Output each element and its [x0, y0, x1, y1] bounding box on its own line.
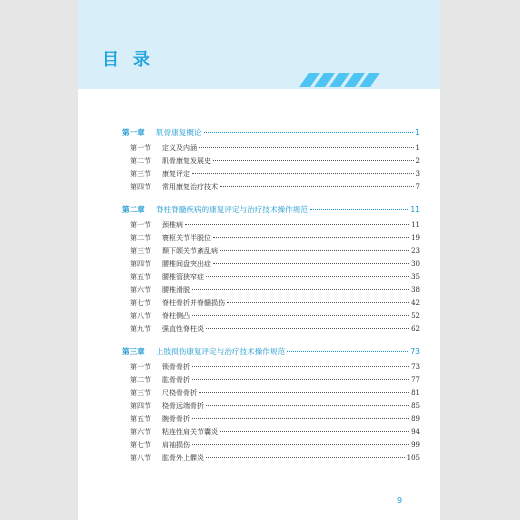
toc-section-row[interactable]	[122, 245, 420, 258]
toc-section-row[interactable]	[122, 387, 420, 400]
section-page: 35	[411, 273, 420, 281]
dot-leader	[192, 418, 409, 419]
chapter-number: 第三章	[122, 347, 145, 356]
toc-section-row[interactable]	[122, 232, 420, 245]
section-title: 颈椎病	[162, 221, 183, 229]
dot-leader	[310, 209, 408, 210]
dot-leader	[227, 302, 409, 303]
section-number: 第二节	[130, 376, 151, 384]
section-number: 第三节	[130, 389, 151, 397]
header-banner	[78, 0, 440, 89]
dot-leader	[206, 276, 409, 277]
decorative-stripes	[304, 73, 394, 89]
section-title: 寰枢关节半脱位	[162, 234, 211, 242]
section-title: 肌骨康复发展史	[162, 157, 211, 165]
section-number: 第三节	[130, 170, 151, 178]
toc-section-row[interactable]	[122, 258, 420, 271]
toc-chapter-row[interactable]	[122, 126, 420, 139]
section-number: 第一节	[130, 363, 151, 371]
toc-section-row[interactable]	[122, 219, 420, 232]
toc-section-row[interactable]	[122, 271, 420, 284]
toc-section-row[interactable]	[122, 413, 420, 426]
page-title: 目 录	[102, 50, 154, 70]
chapter-page: 73	[410, 347, 420, 356]
section-page: 19	[411, 234, 420, 242]
dot-leader	[192, 173, 414, 174]
chapter-number: 第二章	[122, 205, 145, 214]
chapter-title: 上肢损伤康复评定与治疗技术操作规范	[156, 347, 286, 356]
section-page: 105	[406, 454, 420, 462]
section-title: 强直性脊柱炎	[162, 325, 204, 333]
section-number: 第二节	[130, 234, 151, 242]
toc-section-row[interactable]	[122, 361, 420, 374]
chapter-page: 1	[415, 128, 420, 137]
section-number: 第五节	[130, 415, 151, 423]
section-number: 第七节	[130, 441, 151, 449]
section-page: 81	[411, 389, 420, 397]
section-title: 常用康复治疗技术	[162, 183, 218, 191]
dot-leader	[206, 328, 409, 329]
section-number: 第二节	[130, 157, 151, 165]
section-title: 腕骨骨折	[162, 415, 190, 423]
chapter-number: 第一章	[122, 128, 145, 137]
section-title: 尺桡骨骨折	[162, 389, 197, 397]
section-page: 1	[415, 144, 420, 152]
dot-leader	[206, 405, 409, 406]
dot-leader	[213, 160, 414, 161]
dot-leader	[192, 366, 409, 367]
dot-leader	[192, 289, 409, 290]
toc-section-row[interactable]	[122, 452, 420, 465]
toc-section-row[interactable]	[122, 426, 420, 439]
dot-leader	[220, 431, 409, 432]
dot-leader	[220, 250, 409, 251]
dot-leader	[185, 224, 409, 225]
section-title: 颞下颌关节紊乱病	[162, 247, 218, 255]
toc-section-row[interactable]	[122, 310, 420, 323]
dot-leader	[287, 351, 408, 352]
section-page: 38	[411, 286, 420, 294]
chapter-page: 11	[410, 205, 420, 214]
section-page: 85	[411, 402, 420, 410]
toc-section-row[interactable]	[122, 284, 420, 297]
section-title: 桡骨远端骨折	[162, 402, 204, 410]
section-number: 第四节	[130, 260, 151, 268]
section-title: 腰椎管狭窄症	[162, 273, 204, 281]
toc-chapter-row[interactable]	[122, 203, 420, 216]
section-page: 62	[411, 325, 420, 333]
section-page: 2	[415, 157, 420, 165]
section-number: 第九节	[130, 325, 151, 333]
chapter-title: 肌骨康复概论	[156, 128, 202, 137]
section-number: 第一节	[130, 221, 151, 229]
section-title: 肩袖损伤	[162, 441, 190, 449]
chapter-title: 脊柱脊髓疾病的康复评定与治疗技术操作规范	[156, 205, 308, 214]
dot-leader	[204, 132, 414, 133]
toc-section-row[interactable]	[122, 142, 420, 155]
dot-leader	[213, 263, 409, 264]
section-title: 肱骨外上髁炎	[162, 454, 204, 462]
section-number: 第三节	[130, 247, 151, 255]
table-of-contents	[122, 126, 420, 465]
section-title: 腰椎滑脱	[162, 286, 190, 294]
section-page: 77	[411, 376, 420, 384]
section-page: 23	[411, 247, 420, 255]
section-page: 7	[415, 183, 420, 191]
section-number: 第八节	[130, 312, 151, 320]
dot-leader	[213, 237, 409, 238]
section-number: 第四节	[130, 183, 151, 191]
dot-leader	[192, 444, 409, 445]
toc-section-row[interactable]	[122, 168, 420, 181]
toc-chapter-row[interactable]	[122, 345, 420, 358]
chapter-spacer	[122, 336, 420, 345]
dot-leader	[199, 392, 409, 393]
dot-leader	[206, 457, 405, 458]
section-number: 第一节	[130, 144, 151, 152]
section-page: 30	[411, 260, 420, 268]
section-title: 脊柱侧凸	[162, 312, 190, 320]
section-page: 52	[411, 312, 420, 320]
dot-leader	[192, 379, 409, 380]
document-page	[78, 0, 440, 520]
toc-section-row[interactable]	[122, 155, 420, 168]
section-number: 第五节	[130, 273, 151, 281]
section-page: 89	[411, 415, 420, 423]
section-title: 腰椎间盘突出症	[162, 260, 211, 268]
section-title: 脊柱骨折并脊髓损伤	[162, 299, 225, 307]
dot-leader	[192, 315, 409, 316]
dot-leader	[220, 186, 414, 187]
section-page: 3	[415, 170, 420, 178]
section-page: 94	[411, 428, 420, 436]
toc-section-row[interactable]	[122, 400, 420, 413]
section-page: 99	[411, 441, 420, 449]
section-title: 肱骨骨折	[162, 376, 190, 384]
toc-section-row[interactable]	[122, 374, 420, 387]
section-title: 定义及内涵	[162, 144, 197, 152]
toc-section-row[interactable]	[122, 297, 420, 310]
section-number: 第四节	[130, 402, 151, 410]
section-title: 锁骨骨折	[162, 363, 190, 371]
section-title: 粘连性肩关节囊炎	[162, 428, 218, 436]
dot-leader	[199, 147, 414, 148]
section-number: 第六节	[130, 286, 151, 294]
section-title: 康复评定	[162, 170, 190, 178]
section-page: 73	[411, 363, 420, 371]
section-number: 第六节	[130, 428, 151, 436]
page-number: 9	[397, 496, 403, 505]
toc-section-row[interactable]	[122, 439, 420, 452]
section-number: 第七节	[130, 299, 151, 307]
toc-section-row[interactable]	[122, 323, 420, 336]
section-page: 11	[411, 221, 420, 229]
section-number: 第八节	[130, 454, 151, 462]
section-page: 42	[411, 299, 420, 307]
chapter-spacer	[122, 194, 420, 203]
toc-section-row[interactable]	[122, 181, 420, 194]
